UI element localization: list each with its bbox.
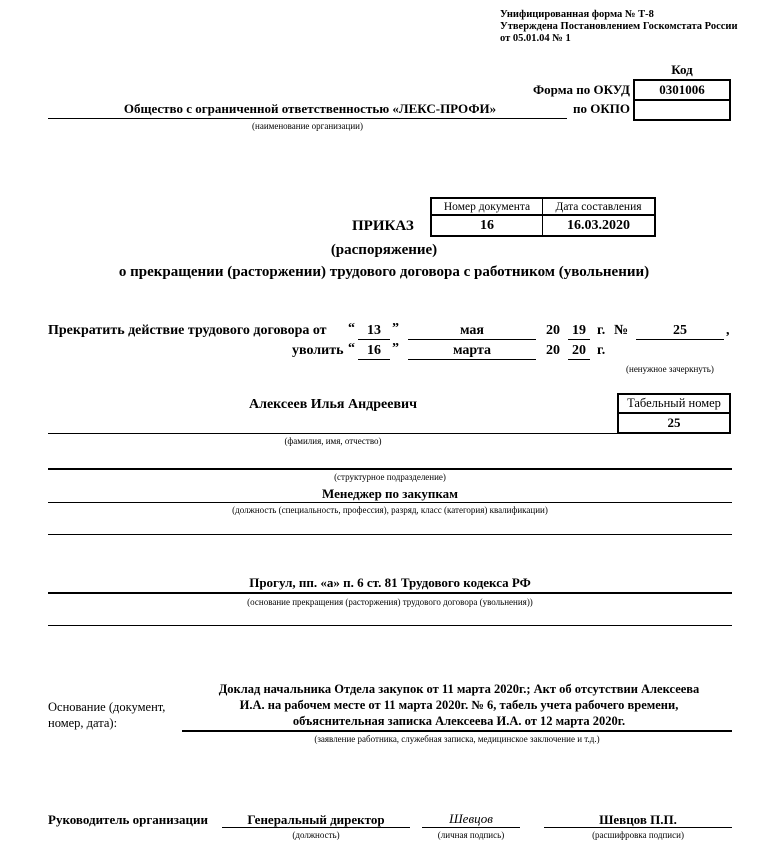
basis-label-line1: Основание (документ, [48, 700, 166, 714]
signature-decoded: Шевцов П.П. [599, 812, 677, 827]
basis-caption: (заявление работника, служебная записка, медицинское заключение и т.д.) [314, 734, 600, 744]
signature-position-caption: (должность) [292, 830, 340, 840]
form-header [500, 9, 738, 45]
form-header-line1: Унифицированная форма № Т-8 [500, 9, 654, 20]
dismiss-year-prefix: 20 [546, 343, 560, 358]
terminate-num-label: № [614, 323, 629, 338]
kod-header: Код [634, 61, 730, 80]
basis-line2: И.А. на рабочем месте от 11 марта 2020г. № 6, табель учета рабочего времени, [239, 698, 679, 712]
dismiss-day: 16 [367, 343, 381, 358]
terminate-month: мая [459, 323, 484, 338]
tabel-header: Табельный номер [618, 394, 730, 413]
terminate-year-prefix: 20 [546, 323, 560, 338]
dismiss-note: (ненужное зачеркнуть) [626, 364, 714, 374]
tabel-table [617, 393, 731, 434]
grounds-text: Прогул, пп. «а» п. 6 ст. 81 Трудового кодекса РФ [249, 575, 531, 590]
terminate-number: 25 [673, 323, 687, 338]
employee-name-caption: (фамилия, имя, отчество) [284, 436, 382, 446]
signature-position: Генеральный директор [247, 812, 385, 827]
doc-date-value: 16.03.2020 [543, 215, 656, 236]
employee-position: Менеджер по закупкам [322, 486, 458, 501]
okpo-label: по ОКПО [573, 101, 631, 116]
position-caption: (должность (специальность, профессия), разряд, класс (категория) квалификации) [232, 505, 548, 515]
terminate-day: 13 [367, 323, 381, 338]
rasp-title: (распоряжение) [330, 242, 438, 258]
basis-line3: объяснительная записка Алексеева И.А. от 12 марта 2020г. [292, 714, 626, 728]
organization-caption: (наименование организации) [252, 121, 363, 131]
employee-name: Алексеев Илья Андреевич [249, 397, 417, 412]
subject-title: о прекращении (расторжении) трудового договора с работником (увольнении) [118, 264, 650, 280]
signature-sign-caption: (личная подпись) [437, 830, 505, 840]
dismiss-month: марта [452, 343, 492, 358]
prikaz-title: ПРИКАЗ [352, 218, 414, 234]
organization-name: Общество с ограниченной ответственностью «ЛЕКС-ПРОФИ» [123, 101, 497, 116]
dismiss-quote-open: “ [348, 341, 355, 356]
terminate-year-suffix: 19 [572, 323, 586, 338]
basis-label [48, 699, 165, 731]
signature-decoded-caption: (расшифровка подписи) [592, 830, 684, 840]
basis-line1: Доклад начальника Отдела закупок от 11 марта 2020г.; Акт об отсутствии Алексеева [218, 682, 700, 696]
form-header-line2: Утверждена Постановлением Госкомстата России [500, 21, 738, 32]
basis-text [186, 681, 732, 729]
tabel-value: 25 [618, 413, 730, 433]
dismiss-year-unit: г. [597, 343, 606, 358]
grounds-caption: (основание прекращения (расторжения) трудового договора (увольнения)) [247, 597, 533, 607]
terminate-quote-close: ” [392, 321, 399, 336]
terminate-quote-open: “ [348, 321, 355, 336]
dept-caption: (структурное подразделение) [334, 472, 446, 482]
doc-table [430, 197, 656, 237]
dismiss-label: уволить [292, 343, 344, 358]
doc-num-header: Номер документа [431, 198, 543, 215]
code-table [633, 61, 731, 121]
signature-sign: Шевцов [449, 811, 493, 826]
form-header-line3: от 05.01.04 № 1 [500, 33, 571, 44]
dismiss-quote-close: ” [392, 341, 399, 356]
terminate-label: Прекратить действие трудового договора от [48, 323, 327, 338]
signature-label: Руководитель организации [48, 812, 208, 827]
doc-date-header: Дата составления [543, 198, 656, 215]
dismiss-year-suffix: 20 [572, 343, 586, 358]
okud-value: 0301006 [634, 80, 730, 100]
okud-label: Форма по ОКУД [533, 82, 630, 97]
basis-label-line2: номер, дата): [48, 716, 118, 730]
terminate-comma: , [726, 323, 730, 338]
terminate-year-unit: г. [597, 323, 606, 338]
okpo-value [634, 100, 730, 120]
doc-num-value: 16 [431, 215, 543, 236]
